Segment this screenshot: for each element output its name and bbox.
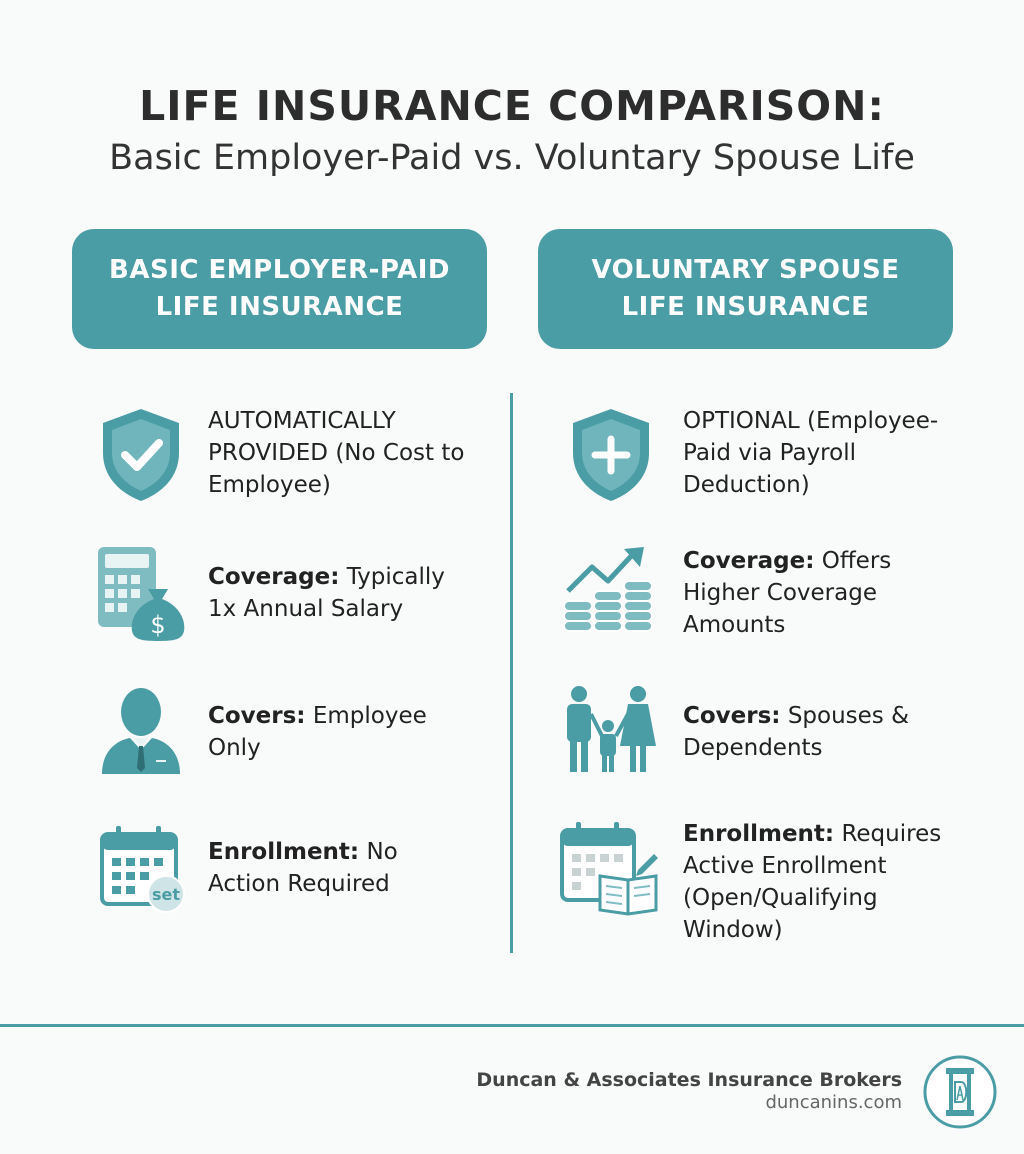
right-coverage-value: Offers Higher Coverage Amounts [683,548,892,638]
employee-icon [96,684,186,784]
left-covers-label: Covers: [208,703,306,729]
left-header-line2: LIFE INSURANCE [155,292,404,322]
left-header-line1: BASIC EMPLOYER-PAID [109,255,450,285]
shield-plus-icon [566,405,656,505]
page-subtitle: Basic Employer-Paid vs. Voluntary Spouse Life [109,138,915,178]
right-row-enrollment-text [683,818,963,946]
right-covers-value: Spouses & Dependents [683,703,910,761]
left-covers-value: Employee Only [208,703,427,761]
coins-growth-icon [562,545,657,645]
right-header-line1: VOLUNTARY SPOUSE [591,255,900,285]
left-row-covers-text [208,700,468,764]
right-row-coverage-text [683,545,953,641]
left-row-provided-text: AUTOMATICALLY PROVIDED (No Cost to Employee) [208,408,465,498]
svg-text:$: $ [150,611,166,639]
company-name: Duncan & Associates Insurance Brokers [476,1069,902,1091]
right-enrollment-label: Enrollment: [683,821,835,847]
calendar-set-icon [96,822,186,922]
left-column-header [72,229,487,349]
left-enrollment-value: No Action Required [208,839,398,897]
right-enrollment-value: Requires Active Enrollment (Open/Qualifying Window) [683,821,942,943]
left-coverage-value: Typically 1x Annual Salary [208,564,445,622]
left-coverage-label: Coverage: [208,564,340,590]
right-coverage-label: Coverage: [683,548,815,574]
left-row-enrollment-text [208,836,468,900]
calendar-book-icon [560,818,660,918]
left-enrollment-label: Enrollment: [208,839,360,865]
left-row-coverage-text [208,561,478,625]
right-header-line2: LIFE INSURANCE [621,292,870,322]
company-logo-icon [922,1054,998,1130]
svg-text:set: set [151,885,181,904]
right-row-covers-text [683,700,953,764]
right-column-header [538,229,953,349]
company-website[interactable]: duncanins.com [765,1092,902,1113]
family-icon [562,684,657,784]
column-divider [510,393,513,953]
right-row-optional-text: OPTIONAL (Employee-Paid via Payroll Deduction) [683,408,939,498]
calculator-money-bag-icon [96,545,186,645]
footer-divider [0,1024,1024,1027]
right-covers-label: Covers: [683,703,781,729]
page-title: LIFE INSURANCE COMPARISON: [139,82,885,130]
shield-check-icon [96,405,186,505]
